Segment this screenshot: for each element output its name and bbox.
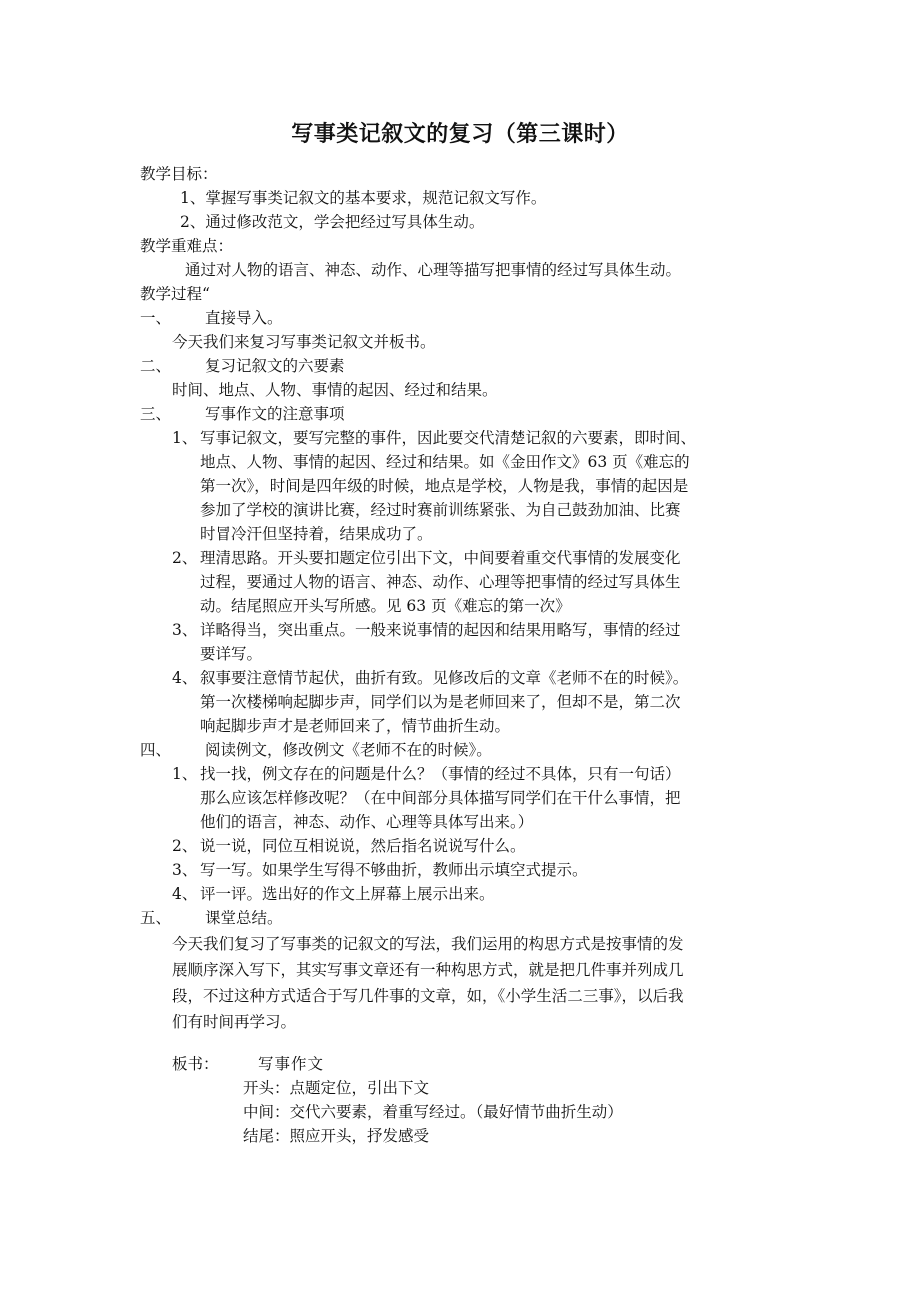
section-number: 五、 <box>140 909 172 927</box>
item-line: 第一次楼梯响起脚步声，同学们以为是老师回来了，但却不是，第二次 <box>200 693 681 711</box>
item-number: 4、 <box>172 885 198 903</box>
section-title: 课堂总结。 <box>205 909 283 927</box>
item-line: 地点、人物、事情的起因、经过和结果。如《金田作文》63 页《难忘的 <box>200 453 690 471</box>
item-line: 时冒冷汗但坚持着，结果成功了。 <box>200 525 433 543</box>
item-line: 他们的语言，神态、动作、心理等具体写出来。） <box>200 813 534 831</box>
key-points-heading: 教学重难点： <box>140 237 234 255</box>
item-number: 4、 <box>172 669 198 687</box>
board-line: 开头：点题定位，引出下文 <box>243 1079 430 1097</box>
board-line: 结尾：照应开头，抒发感受 <box>243 1127 430 1145</box>
item-line: 响起脚步声才是老师回来了，情节曲折生动。 <box>200 717 511 735</box>
item-number: 1、 <box>172 765 198 783</box>
objective-item: 2、通过修改范文，学会把经过写具体生动。 <box>180 213 485 231</box>
objectives-heading: 教学目标： <box>140 165 218 183</box>
item-number: 2、 <box>172 837 198 855</box>
item-line: 写事记叙文，要写完整的事件，因此要交代清楚记叙的六要素，即时间、 <box>200 429 697 447</box>
item-line: 过程，要通过人物的语言、神态、动作、心理等把事情的经过写具体生 <box>200 573 681 591</box>
section-title: 复习记叙文的六要素 <box>205 357 345 375</box>
section-body: 今天我们复习了写事类的记叙文的写法，我们运用的构思方式是按事情的发 <box>172 935 684 953</box>
process-heading: 教学过程“ <box>140 285 210 303</box>
section-body: 今天我们来复习写事类记叙文并板书。 <box>172 333 436 351</box>
item-number: 2、 <box>172 549 198 567</box>
section-number: 一、 <box>140 309 172 327</box>
objective-item: 1、掌握写事类记叙文的基本要求，规范记叙文写作。 <box>180 189 547 207</box>
section-body: 展顺序深入写下，其实写事文章还有一种构思方式，就是把几件事并列成几 <box>172 961 684 979</box>
section-number: 二、 <box>140 357 172 375</box>
section-number: 三、 <box>140 405 172 423</box>
item-line: 评一评。选出好的作文上屏幕上展示出来。 <box>200 885 495 903</box>
item-number: 3、 <box>172 621 198 639</box>
board-line: 中间：交代六要素，着重写经过。（最好情节曲折生动） <box>243 1103 623 1121</box>
key-points-text: 通过对人物的语言、神态、动作、心理等描写把事情的经过写具体生动。 <box>185 261 682 279</box>
item-line: 写一写。如果学生写得不够曲折，教师出示填空式提示。 <box>200 861 588 879</box>
item-line: 叙事要注意情节起伏，曲折有致。见修改后的文章《老师不在的时候》。 <box>200 669 689 687</box>
board-label: 板书： <box>172 1055 219 1073</box>
item-line: 说一说，同位互相说说，然后指名说说写什么。 <box>200 837 526 855</box>
item-line: 找一找，例文存在的问题是什么？（事情的经过不具体，只有一句话） <box>200 765 681 783</box>
item-number: 3、 <box>172 861 198 879</box>
item-line: 参加了学校的演讲比赛，经过时赛前训练紧张、为自己鼓劲加油、比赛 <box>200 501 681 519</box>
section-body: 段，不过这种方式适合于写几件事的文章，如，《小学生活二三事》，以后我 <box>172 987 684 1005</box>
item-line: 理清思路。开头要扣题定位引出下文，中间要着重交代事情的发展变化 <box>200 549 681 567</box>
section-title: 直接导入。 <box>205 309 283 327</box>
item-number: 1、 <box>172 429 198 447</box>
document-title: 写事类记叙文的复习（第三课时） <box>291 122 629 147</box>
item-line: 详略得当，突出重点。一般来说事情的起因和结果用略写，事情的经过 <box>200 621 681 639</box>
item-line: 那么应该怎样修改呢？（在中间部分具体描写同学们在干什么事情，把 <box>200 789 681 807</box>
section-title: 阅读例文，修改例文《老师不在的时候》。 <box>205 741 492 759</box>
section-body: 们有时间再学习。 <box>172 1013 297 1031</box>
item-line: 要详写。 <box>200 645 263 663</box>
item-line: 第一次》，时间是四年级的时候，地点是学校，人物是我，事情的起因是 <box>200 477 689 495</box>
item-line: 动。结尾照应开头写所感。见 63 页《难忘的第一次》 <box>200 597 571 615</box>
board-title: 写事作文 <box>258 1055 325 1073</box>
section-body: 时间、地点、人物、事情的起因、经过和结果。 <box>172 381 498 399</box>
section-number: 四、 <box>140 741 172 759</box>
section-title: 写事作文的注意事项 <box>205 405 345 423</box>
